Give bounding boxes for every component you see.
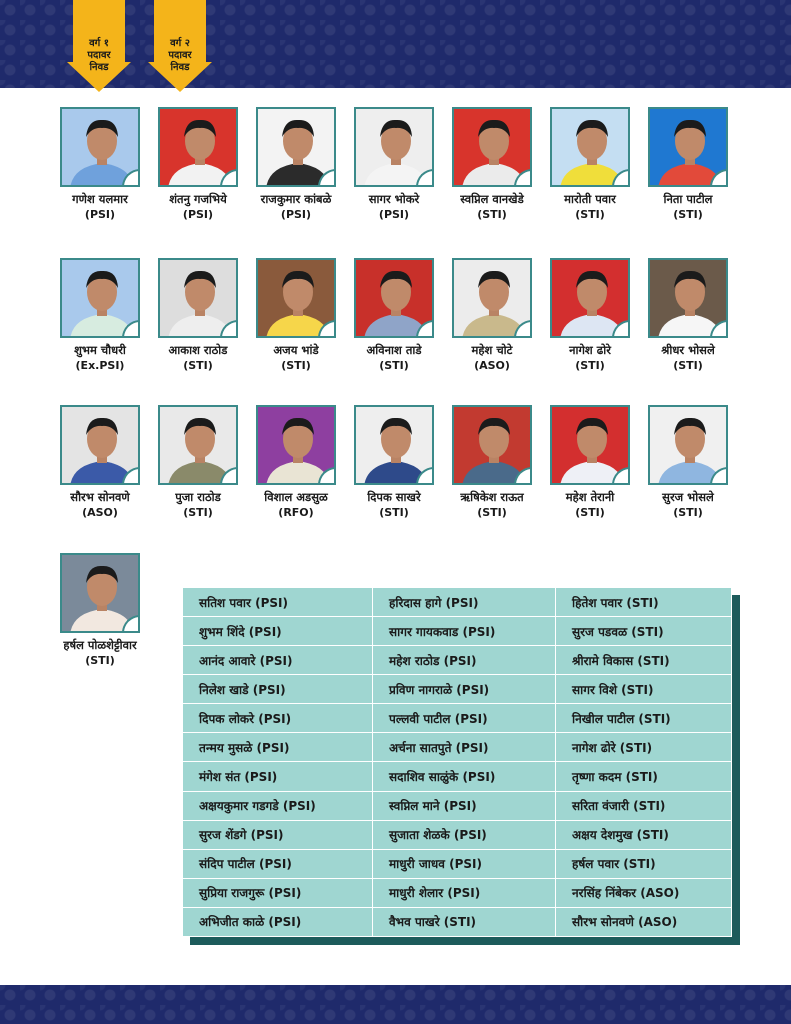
candidate-photo xyxy=(60,258,140,338)
candidate-post: (STI) xyxy=(673,359,703,372)
candidate-name: पुजा राठोड xyxy=(175,490,221,504)
candidate-photo xyxy=(648,405,728,485)
candidate-post: (STI) xyxy=(575,506,605,519)
candidate-name: श्रीधर भोसले xyxy=(661,343,715,357)
table-cell: सतिश पवार (PSI) xyxy=(183,588,373,617)
table-cell: नागेश ढोरे (STI) xyxy=(556,733,732,762)
candidate-card xyxy=(150,107,246,221)
candidate-name: सौरभ सोनवणे xyxy=(70,490,130,504)
ribbon-line: वर्ग १ xyxy=(89,38,109,49)
table-cell: सुप्रिया राजगुरू (PSI) xyxy=(183,878,373,907)
candidate-name: अजय भांडे xyxy=(273,343,319,357)
candidate-card xyxy=(444,405,540,519)
candidate-photo xyxy=(354,107,434,187)
table-cell: स्वप्निल माने (PSI) xyxy=(373,791,556,820)
candidate-post: (Ex.PSI) xyxy=(75,359,125,372)
table-cell: तृष्णा कदम (STI) xyxy=(556,762,732,791)
table-row xyxy=(183,820,732,849)
table-cell: सदाशिव साळुंके (PSI) xyxy=(373,762,556,791)
candidate-post: (STI) xyxy=(575,208,605,221)
candidate-photo xyxy=(452,258,532,338)
candidate-card xyxy=(346,405,442,519)
table-cell: सौरभ सोनवणे (ASO) xyxy=(556,907,732,936)
candidate-name: अविनाश ताडे xyxy=(366,343,422,357)
table-cell: हितेश पवार (STI) xyxy=(556,588,732,617)
table-row xyxy=(183,675,732,704)
table-row xyxy=(183,646,732,675)
candidate-name: हर्षल पोळशेट्टीवार xyxy=(63,638,137,652)
candidate-card xyxy=(52,258,148,372)
table-row xyxy=(183,617,732,646)
candidate-photo xyxy=(60,553,140,633)
candidate-post: (ASO) xyxy=(474,359,510,372)
table-row xyxy=(183,878,732,907)
candidate-post: (STI) xyxy=(477,208,507,221)
table-cell: प्रविण नागराळे (PSI) xyxy=(373,675,556,704)
candidate-name: महेश तेरानी xyxy=(565,490,615,504)
table-row xyxy=(183,588,732,617)
candidate-name: सागर भोकरे xyxy=(368,192,420,206)
candidate-card xyxy=(542,107,638,221)
candidate-post: (STI) xyxy=(183,506,213,519)
table-cell: दिपक लोकरे (PSI) xyxy=(183,704,373,733)
candidate-photo xyxy=(354,405,434,485)
candidate-post: (STI) xyxy=(673,208,703,221)
candidate-card xyxy=(248,107,344,221)
ribbon-line: निवड xyxy=(89,62,109,73)
candidate-card xyxy=(346,107,442,221)
candidate-name: विशाल अडसुळ xyxy=(264,490,328,504)
candidate-name: महेश चोटे xyxy=(471,343,513,357)
candidate-card xyxy=(444,258,540,372)
table-row xyxy=(183,704,732,733)
candidate-photo xyxy=(648,258,728,338)
candidate-name: शंतनु गजभिये xyxy=(169,192,227,206)
candidate-post: (PSI) xyxy=(378,208,410,221)
candidate-photo xyxy=(158,258,238,338)
table-cell: सागर गायकवाड (PSI) xyxy=(373,617,556,646)
candidate-photo xyxy=(550,258,630,338)
candidate-photo xyxy=(256,405,336,485)
table-cell: श्रीरामे विकास (STI) xyxy=(556,646,732,675)
candidate-name: स्वप्निल वानखेडे xyxy=(460,192,524,206)
candidate-photo xyxy=(550,107,630,187)
candidate-name: शुभम चौधरी xyxy=(74,343,126,357)
candidate-photo xyxy=(256,107,336,187)
candidate-name: सुरज भोसले xyxy=(662,490,714,504)
table-cell: सुजाता शेळके (PSI) xyxy=(373,820,556,849)
table-row xyxy=(183,733,732,762)
candidate-photo xyxy=(648,107,728,187)
candidate-photo xyxy=(256,258,336,338)
table-cell: शुभम शिंदे (PSI) xyxy=(183,617,373,646)
candidate-post: (STI) xyxy=(575,359,605,372)
table-cell: मंगेश संत (PSI) xyxy=(183,762,373,791)
candidate-photo xyxy=(60,405,140,485)
table-cell: तन्मय मुसळे (PSI) xyxy=(183,733,373,762)
candidate-name: राजकुमार कांबळे xyxy=(260,192,332,206)
candidate-name: दिपक साखरे xyxy=(367,490,421,504)
table-cell: सरिता वंजारी (STI) xyxy=(556,791,732,820)
candidate-card xyxy=(542,405,638,519)
table-cell: हर्षल पवार (STI) xyxy=(556,849,732,878)
table-cell: अभिजीत काळे (PSI) xyxy=(183,907,373,936)
table-cell: हरिदास हागे (PSI) xyxy=(373,588,556,617)
table-cell: संदिप पाटील (PSI) xyxy=(183,849,373,878)
table-cell: पल्लवी पाटील (PSI) xyxy=(373,704,556,733)
candidate-card xyxy=(52,405,148,519)
table-cell: अर्चना सातपुते (PSI) xyxy=(373,733,556,762)
candidate-card xyxy=(640,405,736,519)
table-cell: सागर विशे (STI) xyxy=(556,675,732,704)
ribbon-line: पदावर xyxy=(87,50,111,61)
candidate-post: (PSI) xyxy=(182,208,214,221)
table-row xyxy=(183,849,732,878)
ribbon-line: निवड xyxy=(170,62,190,73)
candidate-post: (STI) xyxy=(379,359,409,372)
candidate-photo xyxy=(60,107,140,187)
ribbon-class2 xyxy=(148,0,212,92)
candidate-card xyxy=(640,107,736,221)
candidate-name: आकाश राठोड xyxy=(168,343,228,357)
candidate-name: निता पाटील xyxy=(663,192,713,206)
candidate-post: (STI) xyxy=(477,506,507,519)
candidate-post: (STI) xyxy=(85,654,115,667)
table-cell: आनंद आवारे (PSI) xyxy=(183,646,373,675)
candidate-photo xyxy=(550,405,630,485)
table-cell: निखील पाटील (STI) xyxy=(556,704,732,733)
candidate-card xyxy=(52,553,148,667)
table-row xyxy=(183,907,732,936)
candidate-name: ऋषिकेश राऊत xyxy=(460,490,524,504)
table-cell: निलेश खाडे (PSI) xyxy=(183,675,373,704)
table-cell: वैभव पाखरे (STI) xyxy=(373,907,556,936)
candidate-post: (PSI) xyxy=(84,208,116,221)
candidate-card xyxy=(444,107,540,221)
candidate-name: गणेश यलमार xyxy=(72,192,128,206)
candidate-post: (ASO) xyxy=(82,506,118,519)
candidate-photo xyxy=(452,405,532,485)
candidate-photo xyxy=(158,405,238,485)
candidate-post: (STI) xyxy=(379,506,409,519)
table-cell: नरसिंह निंबेकर (ASO) xyxy=(556,878,732,907)
bottom-banner xyxy=(0,985,791,1024)
table-cell: सुरज शेंडगे (PSI) xyxy=(183,820,373,849)
table-row xyxy=(183,791,732,820)
candidate-card xyxy=(346,258,442,372)
candidate-card xyxy=(248,405,344,519)
table-cell: माधुरी शेलार (PSI) xyxy=(373,878,556,907)
ribbon-line: वर्ग २ xyxy=(170,38,190,49)
candidate-post: (STI) xyxy=(281,359,311,372)
candidate-post: (STI) xyxy=(183,359,213,372)
candidate-post: (STI) xyxy=(673,506,703,519)
candidate-card xyxy=(248,258,344,372)
candidate-card xyxy=(640,258,736,372)
candidate-post: (RFO) xyxy=(278,506,314,519)
candidate-card xyxy=(150,258,246,372)
ribbon-line: पदावर xyxy=(168,50,192,61)
candidate-card xyxy=(150,405,246,519)
table-cell: माधुरी जाधव (PSI) xyxy=(373,849,556,878)
ribbon-class1 xyxy=(67,0,131,92)
candidate-list-table xyxy=(182,587,732,937)
table-cell: सुरज पडवळ (STI) xyxy=(556,617,732,646)
candidate-name: नागेश ढोरे xyxy=(569,343,611,357)
candidate-photo xyxy=(354,258,434,338)
candidate-post: (PSI) xyxy=(280,208,312,221)
candidate-name: मारोती पवार xyxy=(564,192,616,206)
table-row xyxy=(183,762,732,791)
candidate-list xyxy=(182,587,732,937)
table-cell: अक्षय देशमुख (STI) xyxy=(556,820,732,849)
candidate-card xyxy=(52,107,148,221)
candidate-photo xyxy=(452,107,532,187)
candidate-photo xyxy=(158,107,238,187)
candidate-card xyxy=(542,258,638,372)
table-cell: महेश राठोड (PSI) xyxy=(373,646,556,675)
table-cell: अक्षयकुमार गडगडे (PSI) xyxy=(183,791,373,820)
